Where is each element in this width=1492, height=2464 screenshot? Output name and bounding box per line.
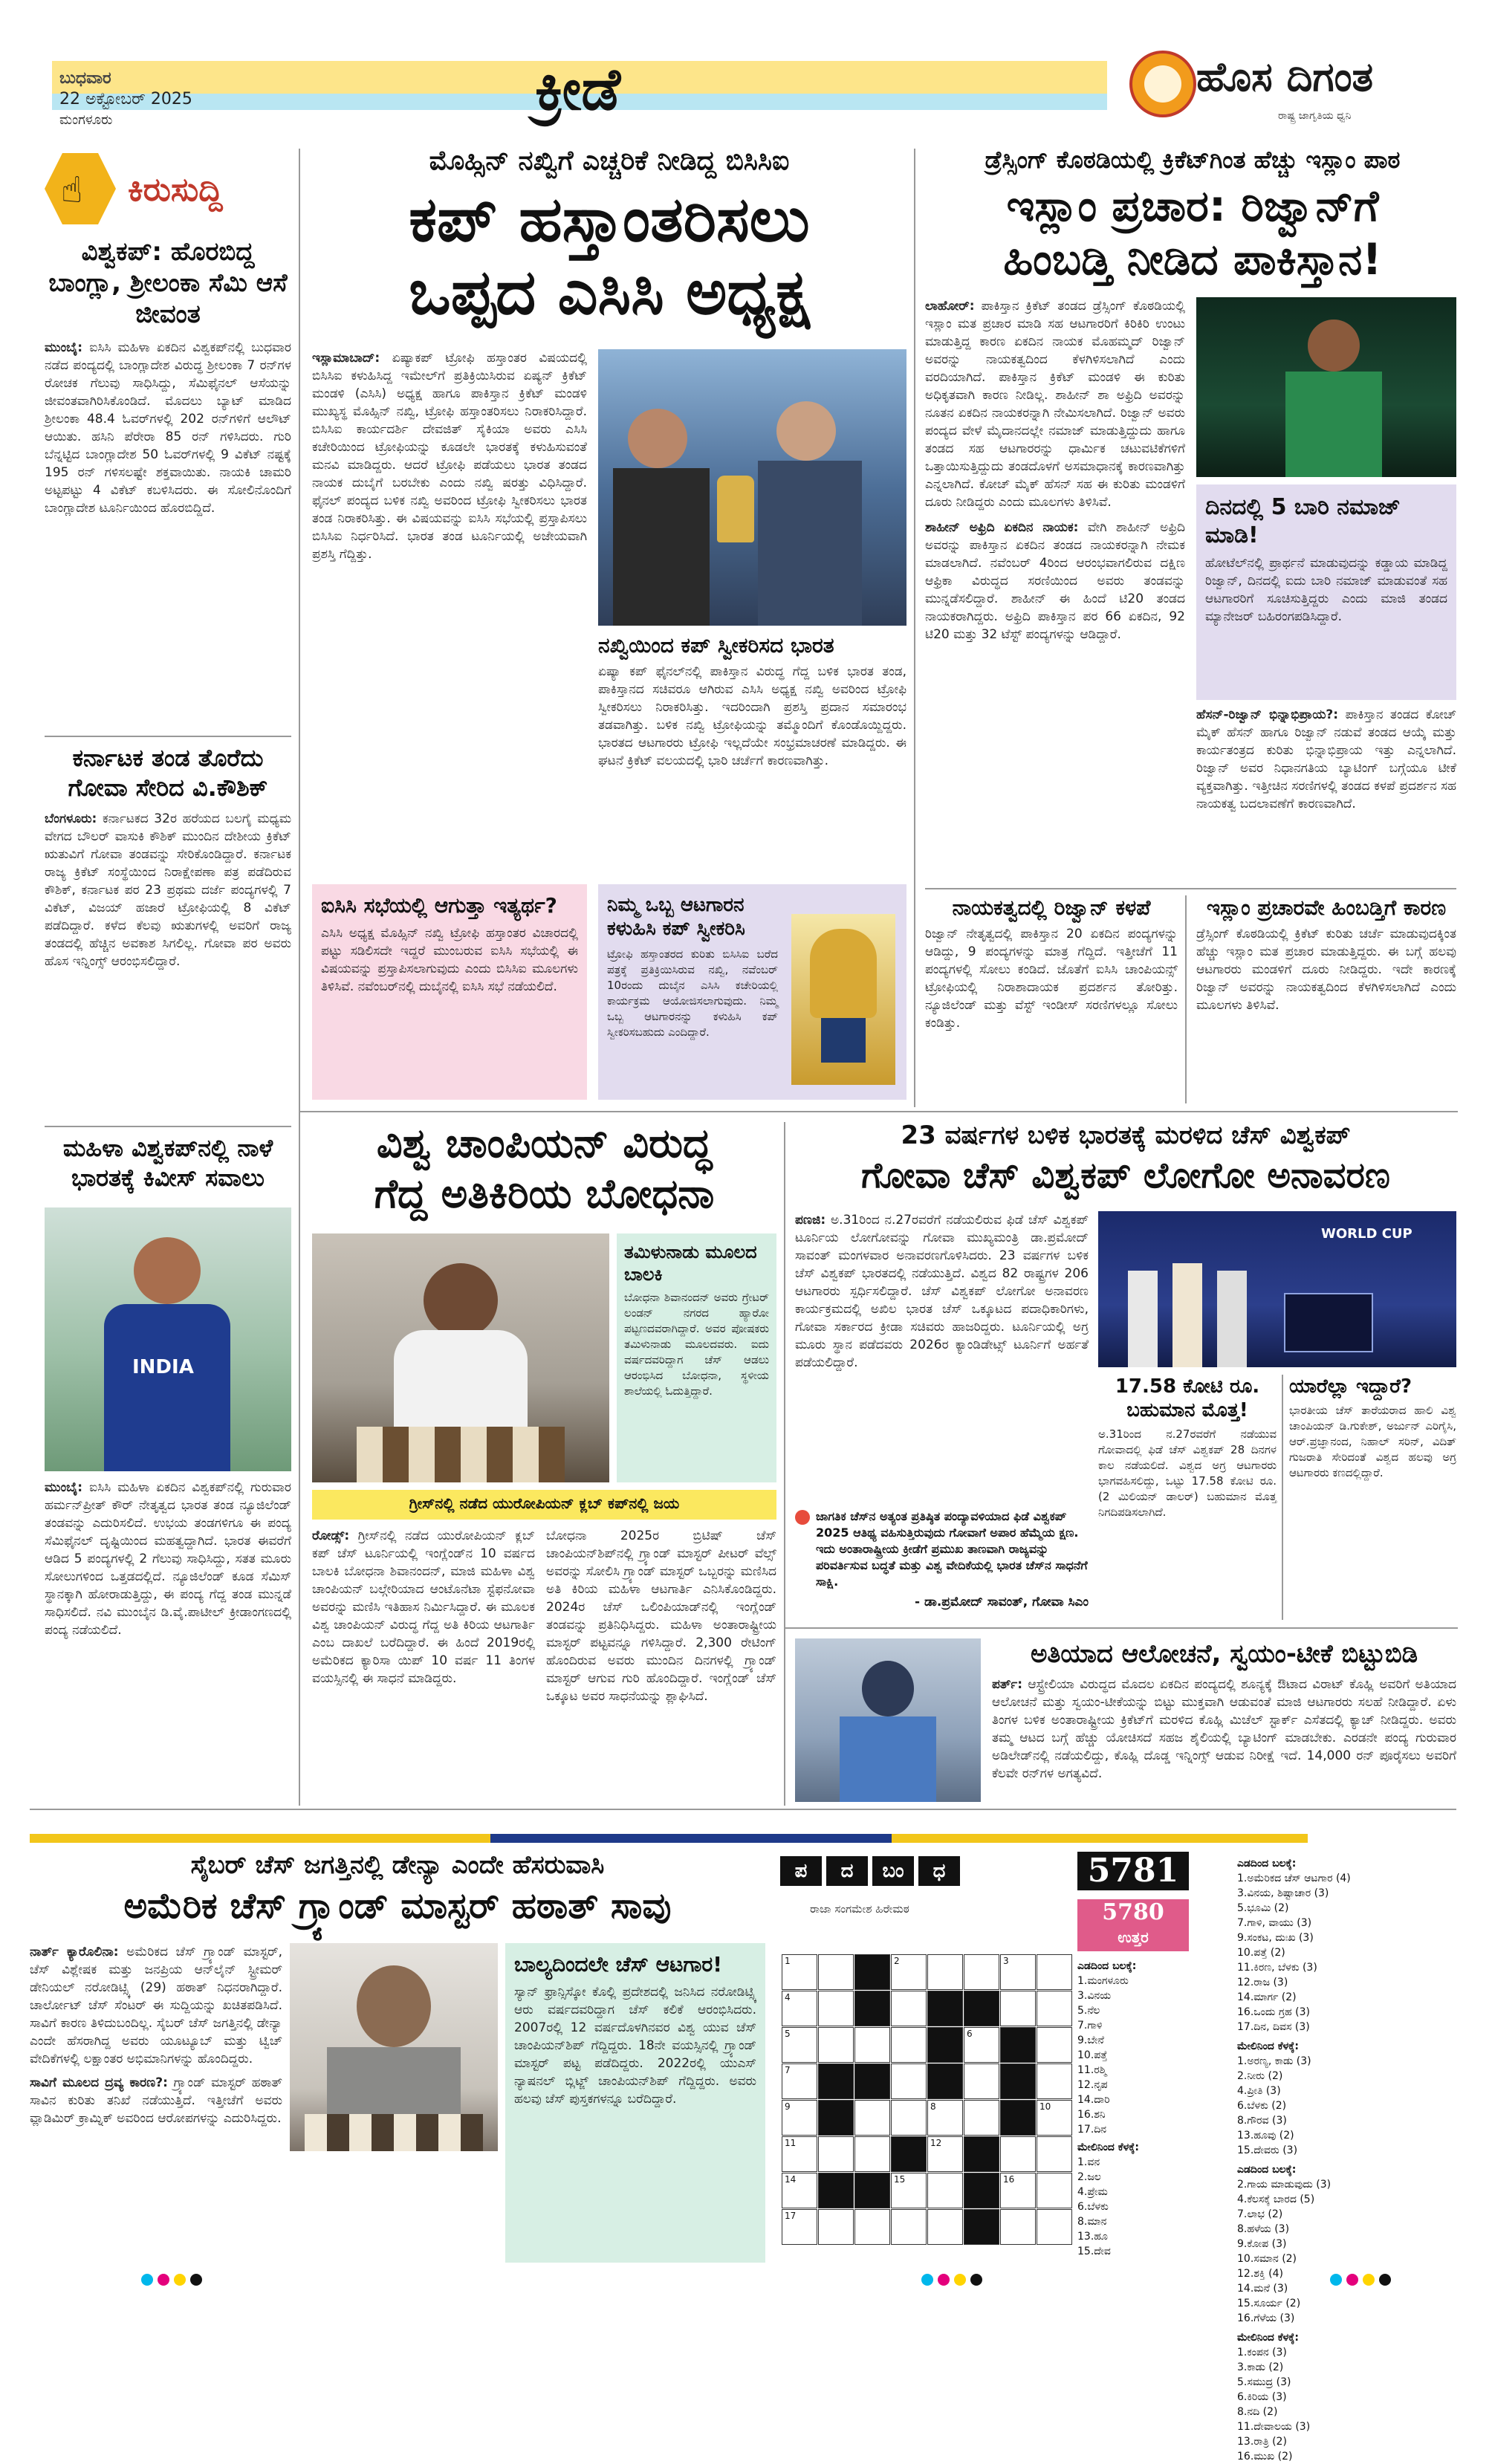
date-block: [59, 68, 192, 131]
cell-number: 6: [967, 2029, 973, 2039]
clue-item: 10.ಸಮಾನ (2): [1237, 2253, 1297, 2265]
crossword-solution-panel: [1077, 1959, 1233, 2259]
brief-2-title: ಕರ್ನಾಟಕ ತಂಡ ತೊರೆದು ಗೋವಾ ಸೇರಿದ ವಿ.ಕೌಶಿಕ್: [68, 744, 268, 802]
clue-item: 15.ಸೂರ್ಯ (2): [1237, 2298, 1301, 2309]
story-acc: [312, 146, 906, 328]
clue-item: 13.ಹೂವು (2): [1237, 2130, 1294, 2142]
date: 22 ಅಕ್ಟೋಬರ್ 2025: [59, 90, 192, 108]
crossword-cell[interactable]: [891, 2209, 927, 2245]
story-rizwan-body-block: [925, 297, 1185, 877]
cell-number: 11: [785, 2138, 797, 2148]
crossword-cell[interactable]: [927, 2209, 963, 2245]
crossword-cell: [927, 2027, 963, 2063]
prev-across-title: ಎಡದಿಂದ ಬಲಕ್ಕೆ:: [1237, 2164, 1297, 2176]
story-bodhana-col1: [312, 1527, 535, 1802]
crossword-cell[interactable]: [891, 2027, 927, 2063]
crossword-cell[interactable]: [891, 2100, 927, 2136]
story-rizwan-col1: [925, 895, 1178, 1074]
cell-number: 3: [1003, 1956, 1009, 1966]
paper-tagline: ರಾಷ್ಟ್ರ ಜಾಗೃತಿಯ ಧ್ವನಿ: [1278, 110, 1352, 122]
clue-item: 1.ಅಮೆರಿಕದ ಚೆಸ್ ಆಟಗಾರ (4): [1237, 1873, 1351, 1884]
box-prize-body: ಅ.31ರಿಂದ ನ.27ರವರೆಗೆ ನಡೆಯುವ ಗೋವಾದಲ್ಲಿ ಫಿಡೆ ಚೆಸ್ ವಿಶ್ವಕಪ್ 28 ದಿನಗಳ ಕಾಲ ನಡೆಯಲಿದೆ. ವಿಶ್ವದ ಅಗ್ರ ಆಟಗಾರರು ಭಾಗವಹಿಸಲಿದ್ದು, ಒಟ್ಟು 17.58 ಕೋಟಿ ರೂ. (2 ಮಿಲಿಯನ್ ಡಾಲರ್) ಬಹುಮಾನ ಮೊತ್ತ ನಿಗದಿಪಡಿಸಲಾಗಿದೆ.: [1098, 1427, 1277, 1519]
crossword-cell: [818, 2100, 854, 2136]
city: ಮಂಗಳೂರು: [59, 112, 113, 128]
crossword-cell[interactable]: [782, 1991, 817, 2026]
prev-crossword-number: 5780: [1102, 1899, 1164, 1925]
story-rizwan-headline-1: ಇಸ್ಲಾಂ ಪ್ರಚಾರ: ರಿಜ್ವಾನ್‌ಗೆ: [1006, 181, 1379, 231]
story-bodhana-col2: ಬೋಧನಾ 2025ರ ಬ್ರಿಟಿಷ್ ಚೆಸ್ ಚಾಂಪಿಯನ್‌ಶಿಪ್‌ನಲ್ಲಿ ಗ್ರ್ಯಾಂಡ್ ಮಾಸ್ಟರ್ ಪೀಟರ್ ವೆಲ್ಸ್ ಅವರನ್ನು ಸೋಲಿಸಿ ಗ್ರ್ಯಾಂಡ್ ಮಾಸ್ಟರ್ ಒಬ್ಬರನ್ನು ಮಣಿಸಿದ ಅತಿ ಕಿರಿಯ ಮಹಿಳಾ ಆಟಗಾರ್ತಿ ಎನಿಸಿಕೊಂಡಿದ್ದರು. 2024ರ ಚೆಸ್ ಒಲಿಂಪಿಯಾಡ್‌ನಲ್ಲಿ ಇಂಗ್ಲೆಂಡ್ ತಂಡವನ್ನು ಪ್ರತಿನಿಧಿಸಿದ್ದರು. ಮಹಿಳಾ ಅಂತಾರಾಷ್ಟ್ರೀಯ ಮಾಸ್ಟರ್ ಪಟ್ಟವನ್ನೂ ಗಳಿಸಿದ್ದಾರೆ. 2,300 ರೇಟಿಂಗ್ ಹೊಂದಿರುವ ಅವರು ಮುಂದಿನ ದಿನಗಳಲ್ಲಿ ಗ್ರ್ಯಾಂಡ್ ಮಾಸ್ಟರ್ ಆಗುವ ಗುರಿ ಹೊಂದಿದ್ದಾರೆ. ಇಂಗ್ಲೆಂಡ್ ಚೆಸ್ ಒಕ್ಕೂಟ ಅವರ ಸಾಧನೆಯನ್ನು ಶ್ಲಾಘಿಸಿದೆ.: [546, 1528, 776, 1704]
brief-3: [45, 1133, 291, 1193]
clue-item: 2.ನೀರು (2): [1237, 2070, 1283, 2082]
clue-item: 1.ಕಂಪನ (3): [1237, 2347, 1287, 2358]
clue-item: 9.ಕೋಪ (3): [1237, 2238, 1287, 2250]
clue-item: 9.ಬೇನೆ: [1077, 2035, 1104, 2046]
story-rizwan-dateline: ಲಾಹೋರ್:: [925, 299, 975, 314]
clue-item: 7.ಲಾಭ (2): [1237, 2208, 1283, 2220]
crossword-cell[interactable]: [1037, 2063, 1072, 2099]
brief-3-body-block: [45, 1479, 291, 1806]
clue-item: 1.ಮಂಗಳೂರು: [1077, 1975, 1129, 1987]
story-rizwan-coach-title: ಹೆಸನ್-ರಿಜ್ವಾನ್ ಭಿನ್ನಾಭಿಪ್ರಾಯ?:: [1196, 707, 1339, 722]
crossword-cell[interactable]: [1000, 2136, 1036, 2172]
box-send-player-title: ನಿಮ್ಮ ಒಬ್ಬ ಆಟಗಾರನ ಕಳುಹಿಸಿ ಕಪ್ ಸ್ವೀಕರಿಸಿ: [607, 894, 745, 940]
clue-item: 8.ನದಿ (2): [1237, 2406, 1278, 2418]
across-title: ಎಡದಿಂದ ಬಲಕ್ಕೆ:: [1237, 1858, 1297, 1870]
bodhana-photo: [312, 1233, 609, 1482]
brief-2-body: ಕರ್ನಾಟಕದ 32ರ ಹರೆಯದ ಬಲಗೈ ಮಧ್ಯಮ ವೇಗದ ಬೌಲರ್ ವಾಸುಕಿ ಕೌಶಿಕ್ ಮುಂದಿನ ದೇಶೀಯ ಕ್ರಿಕೆಟ್ ಋತುವಿಗೆ ಗೋವಾ ತಂಡವನ್ನು ಸೇರಿಕೊಂಡಿದ್ದಾರೆ. ಕರ್ನಾಟಕ ರಾಜ್ಯ ಕ್ರಿಕೆಟ್ ಸಂಸ್ಥೆಯಿಂದ ನಿರಾಕ್ಷೇಪಣಾ ಪತ್ರ ಪಡೆದಿರುವ ಕೌಶಿಕ್, ಕರ್ನಾಟಕ ಪರ 23 ಪ್ರಥಮ ದರ್ಜೆ ಪಂದ್ಯಗಳಲ್ಲಿ 7 ವಿಕೆಟ್, ವಿಜಯ್ ಹಜಾರೆ ಟ್ರೋಫಿಯಲ್ಲಿ 8 ವಿಕೆಟ್ ಪಡೆದಿದ್ದಾರೆ. ಕಳೆದ ಕೆಲವು ಋತುಗಳಲ್ಲಿ ಅವರಿಗೆ ರಾಜ್ಯ ತಂಡದಲ್ಲಿ ಹೆಚ್ಚಿನ ಅವಕಾಶ ಸಿಗಲಿಲ್ಲ. ಗೋವಾ ಪರ ಅವರು ಹೊಸ ಇನ್ನಿಂಗ್ಸ್ ಆರಂಭಿಸಲಿದ್ದಾರೆ.: [45, 811, 291, 969]
crossword-cell[interactable]: [1000, 1954, 1036, 1990]
story-acc-headline-2: ಒಪ್ಪದ ಎಸಿಸಿ ಅಧ್ಯಕ್ಷ: [409, 256, 810, 328]
across-list: [1237, 1871, 1456, 2035]
clue-item: 17.ದಿನ, ದಿವಸ (3): [1237, 2021, 1310, 2033]
cell-number: 4: [785, 1992, 791, 2003]
story-naroditsky-sub-title: ಸಾವಿಗೆ ಮೂಲದ ದ್ರವ್ಯ ಕಾರಣ?:: [30, 2075, 168, 2090]
story-acc-sub: [598, 633, 906, 886]
crossword-cell[interactable]: [891, 2173, 927, 2208]
story-naroditsky-kicker: ಸೈಬರ್ ಚೆಸ್ ಜಗತ್ತಿನಲ್ಲಿ ಡೇನ್ಯಾ ಎಂದೇ ಹೆಸರುವಾಸಿ: [190, 1850, 605, 1880]
story-rizwan-col2-body: ಡ್ರೆಸ್ಸಿಂಗ್ ಕೊಠಡಿಯಲ್ಲಿ ಕ್ರಿಕೆಟ್ ಕುರಿತು ಚರ್ಚೆ ಮಾಡುವುದಕ್ಕಿಂತ ಹೆಚ್ಚು ಇಸ್ಲಾಂ ಮತ ಪ್ರಚಾರ ಮಾಡುತ್ತಿದ್ದರು. ಈ ಬಗ್ಗೆ ಹಲವು ಆಟಗಾರರು ಮಂಡಳಿಗೆ ದೂರು ನೀಡಿದ್ದರು. ಇದೇ ಕಾರಣಕ್ಕೆ ರಿಜ್ವಾನ್ ಅವರನ್ನು ನಾಯಕತ್ವದಿಂದ ಕೆಳಗಿಳಿಸಲಾಗಿದೆ ಎಂದು ಮೂಲಗಳು ತಿಳಿಸಿವೆ.: [1196, 927, 1456, 1013]
box-players-body: ಭಾರತೀಯ ಚೆಸ್ ತಾರೆಯರಾದ ಹಾಲಿ ವಿಶ್ವ ಚಾಂಪಿಯನ್ ಡಿ.ಗುಕೇಶ್, ಅರ್ಜುನ್ ಎರಿಗೈಸಿ, ಆರ್.ಪ್ರಜ್ಞಾನಂದ, ನಿಹಾಲ್ ಸರಿನ್, ವಿದಿತ್ ಗುಜರಾತಿ ಸೇರಿದಂತೆ ವಿಶ್ವದ ಹಲವು ಅಗ್ರ ಆಟಗಾರರು ಕಣದಲ್ಲಿದ್ದಾರೆ.: [1289, 1404, 1456, 1479]
crossword-cell[interactable]: [1037, 2209, 1072, 2245]
crossword-cell[interactable]: [782, 2063, 817, 2099]
cell-number: 7: [785, 2065, 791, 2075]
prev-down-title: ಮೇಲಿನಿಂದ ಕೆಳಕ್ಕೆ:: [1237, 2332, 1299, 2344]
box-tamilnadu: [617, 1233, 776, 1482]
clue-item: 13.ಹೂ: [1077, 2231, 1108, 2243]
clue-item: 14.ಮಾರ್ಗ (2): [1237, 1991, 1297, 2003]
story-rizwan-sub-body: ವೇಗಿ ಶಾಹೀನ್ ಅಫ್ರಿದಿ ಅವರನ್ನು ಪಾಕಿಸ್ತಾನ ಏಕದಿನ ತಂಡದ ನಾಯಕರನ್ನಾಗಿ ನೇಮಕ ಮಾಡಲಾಗಿದೆ. ನವೆಂಬರ್ 4ರಿಂದ ಆರಂಭವಾಗಲಿರುವ ದಕ್ಷಿಣ ಆಫ್ರಿಕಾ ವಿರುದ್ಧದ ಸರಣಿಯಿಂದ ಅವರು ತಂಡವನ್ನು ಮುನ್ನಡೆಸಲಿದ್ದಾರೆ. ಶಾಹೀನ್ ಈ ಹಿಂದೆ ಟಿ20 ತಂಡದ ನಾಯಕರಾಗಿದ್ದರು. ಅಫ್ರಿದಿ ಪಾಕಿಸ್ತಾನ ಪರ 66 ಏಕದಿನ, 92 ಟಿ20 ಮತ್ತು 32 ಟೆಸ್ಟ್ ಪಂದ್ಯಗಳನ್ನು ಆಡಿದ್ದಾರೆ.: [925, 520, 1185, 642]
clue-item: 2.ಜಲ: [1077, 2171, 1101, 2183]
story-acc-sub-body: ಏಷ್ಯಾ ಕಪ್ ಫೈನಲ್‌ನಲ್ಲಿ ಪಾಕಿಸ್ತಾನ ವಿರುದ್ಧ ಗೆದ್ದ ಬಳಿಕ ಭಾರತ ತಂಡ, ಪಾಕಿಸ್ತಾನದ ಸಚಿವರೂ ಆಗಿರುವ ಎಸಿಸಿ ಅಧ್ಯಕ್ಷ ನಖ್ವಿ ಅವರಿಂದ ಟ್ರೋಫಿ ಸ್ವೀಕರಿಸಲು ನಿರಾಕರಿಸಿತ್ತು. ಇದರಿಂದಾಗಿ ಪ್ರಶಸ್ತಿ ಪ್ರದಾನ ಸಮಾರಂಭ ತಡವಾಗಿತ್ತು. ಬಳಿಕ ನಖ್ವಿ ಟ್ರೋಫಿಯನ್ನು ತಮ್ಮೊಂದಿಗೆ ಕೊಂಡೊಯ್ದಿದ್ದರು. ಭಾರತದ ಆಟಗಾರರು ಟ್ರೋಫಿ ಇಲ್ಲದೆಯೇ ಸಂಭ್ರಮಾಚರಣೆ ಮಾಡಿದ್ದರು. ಈ ಘಟನೆ ಕ್ರಿಕೆಟ್ ವಲಯದಲ್ಲಿ ಭಾರಿ ಚರ್ಚೆಗೆ ಕಾರಣವಾಗಿತ್ತು.: [598, 664, 906, 768]
story-rizwan-col2: [1196, 895, 1456, 1074]
story-naroditsky-sub-body: ಗ್ರ್ಯಾಂಡ್ ಮಾಸ್ಟರ್ ಹಠಾತ್ ಸಾವಿನ ಕುರಿತು ತನಿಖೆ ನಡೆಯುತ್ತಿದೆ. ಇತ್ತೀಚೆಗೆ ಅವರು ವ್ಲಾಡಿಮಿರ್ ಕ್ರಾಮ್ನಿಕ್ ಅವರಿಂದ ಆರೋಪಗಳನ್ನು ಎದುರಿಸಿದ್ದರು.: [30, 2075, 283, 2126]
cell-number: 17: [785, 2211, 797, 2221]
story-naroditsky-extra: [290, 2159, 498, 2263]
crossword-cell[interactable]: [1000, 2209, 1036, 2245]
crossword-cell[interactable]: [1000, 2173, 1036, 2208]
story-rizwan-coach-body: ಪಾಕಿಸ್ತಾನ ತಂಡದ ಕೋಚ್ ಮೈಕ್ ಹೆಸನ್ ಹಾಗೂ ರಿಜ್ವಾನ್ ನಡುವೆ ತಂಡದ ಆಯ್ಕೆ ಮತ್ತು ಕಾರ್ಯತಂತ್ರದ ಕುರಿತು ಭಿನ್ನಾಭಿಪ್ರಾಯ ಇತ್ತು ಎನ್ನಲಾಗಿದೆ. ರಿಜ್ವಾನ್ ಅವರ ನಿಧಾನಗತಿಯ ಬ್ಯಾಟಿಂಗ್ ಬಗ್ಗೆಯೂ ಟೀಕೆ ವ್ಯಕ್ತವಾಗಿತ್ತು. ಇತ್ತೀಚಿನ ಸರಣಿಗಳಲ್ಲಿ ತಂಡದ ಕಳಪೆ ಪ್ರದರ್ಶನ ಸಹ ನಾಯಕತ್ವ ಬದಲಾವಣೆಗೆ ಕಾರಣವಾಗಿದೆ.: [1196, 707, 1457, 811]
clue-item: 10.ಪತ್ತೆ (2): [1237, 1947, 1285, 1959]
clue-item: 11.ರಶ್ಮಿ: [1077, 2064, 1107, 2076]
crossword-cell[interactable]: [782, 2209, 817, 2245]
down-list: [1237, 2054, 1456, 2158]
crossword-cell[interactable]: [854, 2027, 890, 2063]
box-tamilnadu-title: ತಮಿಳುನಾಡು ಮೂಲದ ಬಾಲಕಿ: [624, 1242, 757, 1285]
kirusuddi-label: ಕಿರುಸುದ್ದಿ: [128, 171, 223, 209]
crossword-cell[interactable]: [854, 2136, 890, 2172]
clue-item: 8.ಹಳೆಯ (3): [1237, 2223, 1290, 2235]
story-goa-dateline: ಪಣಜಿ:: [795, 1213, 826, 1228]
naroditsky-photo: [290, 1943, 498, 2151]
brief-1-dateline: ಮುಂಬೈ:: [45, 340, 83, 355]
story-goa-body-block: [795, 1211, 1089, 1419]
brief-2-dateline: ಬೆಂಗಳೂರು:: [45, 811, 97, 826]
solution-across-list: [1077, 1974, 1233, 2137]
story-rizwan-col1-title: ನಾಯಕತ್ವದಲ್ಲಿ ರಿಜ್ವಾನ್ ಕಳಪೆ: [952, 895, 1151, 920]
crossword-cell[interactable]: [818, 2136, 854, 2172]
clue-item: 16.ಮುಖ (2): [1237, 2451, 1293, 2463]
quote-icon: [795, 1510, 810, 1525]
crossword-cell[interactable]: [927, 1954, 963, 1990]
story-bodhana-headline-2: ಗೆದ್ದ ಅತಿಕಿರಿಯ ಬೋಧನಾ: [374, 1170, 715, 1217]
paper-logo: [1092, 48, 1427, 129]
cell-number: 2: [894, 1956, 900, 1966]
cell-number: 10: [1039, 2101, 1051, 2112]
brief-1-title: ವಿಶ್ವಕಪ್: ಹೊರಬಿದ್ದ ಬಾಂಗ್ಲಾ, ಶ್ರೀಲಂಕಾ ಸೆಮಿ ಆಸೆ ಜೀವಂತ: [48, 237, 288, 329]
cm-quote-author: - ಡಾ.ಪ್ರಮೋದ್ ಸಾವಂತ್, ಗೋವಾ ಸಿಎಂ: [915, 1595, 1089, 1609]
clue-item: 3.ಕಾಡು (2): [1237, 2361, 1284, 2373]
brief-2: [45, 743, 291, 1122]
crossword-cell[interactable]: [964, 2063, 999, 2099]
box-icc-meeting: [312, 884, 587, 1100]
crossword-cell[interactable]: [1037, 2136, 1072, 2172]
crossword-cell[interactable]: [1037, 2027, 1072, 2063]
clue-item: 7.ಗಾಳಿ, ವಾಯು (3): [1237, 1917, 1312, 1929]
clue-item: 7.ಗಾಳಿ: [1077, 2020, 1103, 2032]
clue-item: 2.ಗಾಯ ಮಾಡುವುದು (3): [1237, 2179, 1332, 2191]
crossword-cell[interactable]: [782, 1954, 817, 1990]
crossword-cell: [1000, 2063, 1036, 2099]
box-icc-title: ಐಸಿಸಿ ಸಭೆಯಲ್ಲಿ ಆಗುತ್ತಾ ಇತ್ಯರ್ಥ?: [321, 893, 557, 918]
crossword-cell: [927, 1991, 963, 2026]
cell-number: 16: [1003, 2174, 1015, 2185]
crossword-clues: [1237, 1856, 1456, 2464]
crossword-cell[interactable]: [818, 2209, 854, 2245]
clue-item: 4.ಕೆಲಸಕ್ಕೆ ಬಾರದ (5): [1237, 2194, 1315, 2205]
crossword-cell: [818, 2063, 854, 2099]
banner-club-cup: ಗ್ರೀಸ್‌ನಲ್ಲಿ ನಡೆದ ಯುರೋಪಿಯನ್ ಕ್ಲಬ್ ಕಪ್‌ನಲ್ಲಿ ಜಯ: [312, 1490, 776, 1520]
cell-number: 14: [785, 2174, 797, 2185]
registration-marks: [921, 2274, 987, 2289]
story-acc-body-block: [312, 349, 587, 869]
box-namaz-title: ದಿನದಲ್ಲಿ 5 ಬಾರಿ ನಮಾಜ್ ಮಾಡಿ!: [1205, 494, 1401, 548]
story-naroditsky: [30, 1850, 765, 1929]
clue-item: 17.ದಿನ: [1077, 2124, 1107, 2136]
box-send-player: [598, 884, 906, 1100]
crossword-title-boxes: ಪ ದ ಬಂ ಧ: [780, 1856, 1070, 1886]
clue-item: 16.ಗೆಳೆಯ (3): [1237, 2312, 1295, 2324]
crossword-cell[interactable]: [927, 2100, 963, 2136]
crossword-compiler: ರಾಜಾ ಸಂಗಮೇಶ ಹಿರೇಮಠ: [810, 1902, 909, 1916]
box-tamilnadu-body: ಬೋಧನಾ ಶಿವಾನಂದನ್ ಅವರು ಗ್ರೇಟರ್ ಲಂಡನ್ ನಗರದ ಹ್ಯಾರೋ ಪಟ್ಟಣದವರಾಗಿದ್ದಾರೆ. ಅವರ ಪೋಷಕರು ತಮಿಳುನಾಡು ಮೂಲದವರು. ಐದು ವರ್ಷದವರಿದ್ದಾಗ ಚೆಸ್ ಆಡಲು ಆರಂಭಿಸಿದ ಬೋಧನಾ, ಸ್ಥಳೀಯ ಶಾಲೆಯಲ್ಲಿ ಓದುತ್ತಿದ್ದಾರೆ.: [624, 1291, 769, 1398]
crossword-cell[interactable]: [782, 2027, 817, 2063]
clue-item: 6.ಬೆಳಕು: [1077, 2201, 1109, 2213]
box-send-player-body: ಟ್ರೋಫಿ ಹಸ್ತಾಂತರದ ಕುರಿತು ಬಿಸಿಸಿಐ ಬರೆದ ಪತ್ರಕ್ಕೆ ಪ್ರತಿಕ್ರಿಯಿಸಿರುವ ನಖ್ವಿ, ನವೆಂಬರ್ 10ರಂದು ದುಬೈನ ಎಸಿಸಿ ಕಚೇರಿಯಲ್ಲಿ ಕಾರ್ಯಕ್ರಮ ಆಯೋಜಿಸಲಾಗುವುದು. ನಿಮ್ಮ ಒಬ್ಬ ಆಟಗಾರನನ್ನು ಕಳುಹಿಸಿ ಕಪ್ ಸ್ವೀಕರಿಸಬಹುದು ಎಂದಿದ್ದಾರೆ.: [607, 947, 778, 1039]
crossword-cell[interactable]: [854, 2100, 890, 2136]
solution-across-title: ಎಡದಿಂದ ಬಲಕ್ಕೆ:: [1077, 1960, 1137, 1972]
story-bodhana: [312, 1118, 776, 1219]
crossword-cell: [854, 2063, 890, 2099]
section-title: ಕ್ರೀಡೆ: [535, 56, 621, 123]
story-acc-body: ಏಷ್ಯಾಕಪ್ ಟ್ರೋಫಿ ಹಸ್ತಾಂತರ ವಿಷಯದಲ್ಲಿ ಬಿಸಿಸಿಐ ಕಳುಹಿಸಿದ್ದ ಇಮೇಲ್‌ಗೆ ಪ್ರತಿಕ್ರಿಯಿಸಿರುವ ಏಷ್ಯನ್ ಕ್ರಿಕೆಟ್ ಮಂಡಳಿ (ಎಸಿಸಿ) ಅಧ್ಯಕ್ಷ ಹಾಗೂ ಪಾಕಿಸ್ತಾನ ಕ್ರಿಕೆಟ್ ಮಂಡಳಿ ಮುಖ್ಯಸ್ಥ ಮೊಹ್ಸಿನ್ ನಖ್ವಿ, ಟ್ರೋಫಿ ಹಸ್ತಾಂತರಿಸಲು ನಿರಾಕರಿಸಿದ್ದಾರೆ. ಬಿಸಿಸಿಐ ಕಾರ್ಯದರ್ಶಿ ದೇವಜಿತ್ ಸೈಕಿಯಾ ಅವರು ಎಸಿಸಿ ಕಚೇರಿಯಿಂದ ಟ್ರೋಫಿಯನ್ನು ಕೂಡಲೇ ಭಾರತಕ್ಕೆ ಕಳುಹಿಸುವಂತೆ ಮನವಿ ಮಾಡಿದ್ದರು. ಆದರೆ ಟ್ರೋಫಿ ಪಡೆಯಲು ಭಾರತ ತಂಡದ ನಾಯಕ ದುಬೈಗೆ ಬರಬೇಕು ಎಂದು ನಖ್ವಿ ಷರತ್ತು ವಿಧಿಸಿದ್ದಾರೆ. ಫೈನಲ್ ಪಂದ್ಯದ ಬಳಿಕ ನಖ್ವಿ ಅವರಿಂದ ಟ್ರೋಫಿ ಸ್ವೀಕರಿಸಲು ಭಾರತ ತಂಡ ನಿರಾಕರಿಸಿತ್ತು. ಈ ವಿಷಯವನ್ನು ಐಸಿಸಿ ಸಭೆಯಲ್ಲಿ ಪ್ರಸ್ತಾಪಿಸಲು ಬಿಸಿಸಿಐ ನಿರ್ಧರಿಸಿದೆ. ಭಾರತ ತಂಡ ಟೂರ್ನಿಯಲ್ಲಿ ಅಜೇಯವಾಗಿ ಪ್ರಶಸ್ತಿ ಗೆದ್ದಿತ್ತು.: [312, 351, 587, 562]
story-naroditsky-dateline: ನಾರ್ತ್ ಕ್ಯಾರೊಲಿನಾ:: [30, 1945, 119, 1959]
crossword-cell: [854, 1991, 890, 2026]
box-namaz-body: ಹೋಟೆಲ್‌ನಲ್ಲಿ ಪ್ರಾರ್ಥನೆ ಮಾಡುವುದನ್ನು ಕಡ್ಡಾಯ ಮಾಡಿದ್ದ ರಿಜ್ವಾನ್, ದಿನದಲ್ಲಿ ಐದು ಬಾರಿ ನಮಾಜ್ ಮಾಡುವಂತೆ ಸಹ ಆಟಗಾರರಿಗೆ ಸೂಚಿಸುತ್ತಿದ್ದರು ಎಂದು ಮಾಜಿ ತಂಡದ ಮ್ಯಾನೇಜರ್ ಬಹಿರಂಗಪಡಿಸಿದ್ದಾರೆ.: [1205, 556, 1447, 624]
crossword-cell[interactable]: [927, 2136, 963, 2172]
clue-item: 9.ಸಂಕಟ, ದುಃಖ (3): [1237, 1932, 1314, 1944]
crossword-grid[interactable]: [782, 1954, 1073, 2246]
clue-item: 10.ಪತ್ತೆ: [1077, 2049, 1108, 2061]
clue-item: 5.ನೆಲ: [1077, 2005, 1100, 2017]
chessboard-icon: [357, 1427, 565, 1482]
story-rizwan-headline-2: ಹಿಂಬಡ್ತಿ ನೀಡಿದ ಪಾಕಿಸ್ತಾನ!: [1003, 234, 1382, 285]
crossword-cell: [964, 2173, 999, 2208]
harmanpreet-photo: INDIA: [45, 1207, 291, 1471]
clue-item: 3.ವಿನಯ: [1077, 1990, 1112, 2002]
clue-item: 8.ಮಾನ: [1077, 2216, 1107, 2228]
asia-cup-trophy-photo: [791, 914, 895, 1085]
clue-item: 6.ಬೆಳಕು (2): [1237, 2100, 1287, 2112]
story-bodhana-headline-1: ವಿಶ್ವ ಚಾಂಪಿಯನ್ ವಿರುದ್ಧ: [376, 1120, 713, 1167]
crossword-cell: [1000, 2100, 1036, 2136]
box-childhood: [505, 1943, 765, 2263]
box-childhood-title: ಬಾಲ್ಯದಿಂದಲೇ ಚೆಸ್ ಆಟಗಾರ!: [514, 1952, 722, 1977]
clue-item: 12.ನೃಪ: [1077, 2079, 1108, 2091]
story-rizwan-kicker: ಡ್ರೆಸ್ಸಿಂಗ್ ಕೊಠಡಿಯಲ್ಲಿ ಕ್ರಿಕೆಟ್‌ಗಿಂತ ಹೆಚ್ಚು ಇಸ್ಲಾಂ ಪಾಠ: [985, 146, 1401, 174]
clue-item: 13.ರಾತ್ರಿ (2): [1237, 2436, 1287, 2448]
brief-3-dateline: ಮುಂಬೈ:: [45, 1480, 83, 1495]
crossword-cell: [964, 1991, 999, 2026]
box-namaz: [1196, 484, 1456, 700]
day: ಬುಧವಾರ: [59, 69, 111, 88]
crossword-cell[interactable]: [782, 2100, 817, 2136]
clue-item: 6.ಕಿರಿಯ (3): [1237, 2391, 1287, 2403]
crossword-cell[interactable]: [818, 1991, 854, 2026]
story-rizwan-col2-title: ಇಸ್ಲಾಂ ಪ್ರಚಾರವೇ ಹಿಂಬಡ್ತಿಗೆ ಕಾರಣ: [1206, 895, 1447, 920]
box-players: [1289, 1375, 1456, 1611]
crossword-cell[interactable]: [1037, 1954, 1072, 1990]
crossword-cell[interactable]: [818, 2027, 854, 2063]
story-bodhana-body-1: ಗ್ರೀಸ್‌ನಲ್ಲಿ ನಡೆದ ಯುರೋಪಿಯನ್ ಕ್ಲಬ್ ಕಪ್ ಚೆಸ್ ಟೂರ್ನಿಯಲ್ಲಿ ಇಂಗ್ಲೆಂಡ್‌ನ 10 ವರ್ಷದ ಬಾಲಕಿ ಬೋಧನಾ ಶಿವಾನಂದನ್, ಮಾಜಿ ಮಹಿಳಾ ವಿಶ್ವ ಚಾಂಪಿಯನ್ ಬಲ್ಗೇರಿಯಾದ ಆಂಟೊನೆಟಾ ಸ್ಟೆಫನೋವಾ ಅವರನ್ನು ಮಣಿಸಿ ಇತಿಹಾಸ ನಿರ್ಮಿಸಿದ್ದಾರೆ. ಈ ಮೂಲಕ ವಿಶ್ವ ಚಾಂಪಿಯನ್ ವಿರುದ್ಧ ಗೆದ್ದ ಅತಿ ಕಿರಿಯ ಆಟಗಾರ್ತಿ ಎಂಬ ದಾಖಲೆ ಬರೆದಿದ್ದಾರೆ. ಈ ಹಿಂದೆ 2019ರಲ್ಲಿ ಅಮೆರಿಕದ ಕ್ಯಾರಿಸಾ ಯಿಪ್ 10 ವರ್ಷ 11 ತಿಂಗಳ ವಯಸ್ಸಿನಲ್ಲಿ ಈ ಸಾಧನೆ ಮಾಡಿದ್ದರು.: [312, 1528, 535, 1686]
crossword-cell[interactable]: [927, 2173, 963, 2208]
clue-item: 16.ಶನಿ: [1077, 2109, 1106, 2121]
clue-item: 4.ಪ್ರೀತಿ (3): [1237, 2085, 1281, 2097]
crossword-cell[interactable]: [1037, 1991, 1072, 2026]
story-rizwan-col1-body: ರಿಜ್ವಾನ್ ನೇತೃತ್ವದಲ್ಲಿ ಪಾಕಿಸ್ತಾನ 20 ಏಕದಿನ ಪಂದ್ಯಗಳನ್ನು ಆಡಿದ್ದು, 9 ಪಂದ್ಯಗಳನ್ನು ಮಾತ್ರ ಗೆದ್ದಿದೆ. ಇತ್ತೀಚೆಗೆ 11 ಪಂದ್ಯಗಳಲ್ಲಿ ಸೋಲು ಕಂಡಿದೆ. ಜೊತೆಗೆ ಐಸಿಸಿ ಚಾಂಪಿಯನ್ಸ್ ಟ್ರೋಫಿಯಲ್ಲಿ ನಿರಾಶಾದಾಯಕ ಪ್ರದರ್ಶನ ತೋರಿತ್ತು. ನ್ಯೂಜಿಲೆಂಡ್ ಮತ್ತು ವೆಸ್ಟ್ ಇಂಡೀಸ್ ಸರಣಿಗಳಲ್ಲೂ ಸೋಲು ಕಂಡಿತ್ತು.: [925, 927, 1178, 1031]
story-naroditsky-body: ಅಮೆರಿಕದ ಚೆಸ್ ಗ್ರ್ಯಾಂಡ್ ಮಾಸ್ಟರ್, ಚೆಸ್ ವಿಶ್ಲೇಷಕ ಮತ್ತು ಜನಪ್ರಿಯ ಆನ್‌ಲೈನ್ ಸ್ಟ್ರೀಮರ್ ಡೇನಿಯಲ್ ನರೋಡಿಟ್ಸ್ಕಿ (29) ಹಠಾತ್ ನಿಧನರಾಗಿದ್ದಾರೆ. ಚಾರ್ಲೋಟ್ ಚೆಸ್ ಸೆಂಟರ್ ಈ ಸುದ್ದಿಯನ್ನು ಖಚಿತಪಡಿಸಿದೆ. ಸಾವಿಗೆ ಕಾರಣ ತಿಳಿದುಬಂದಿಲ್ಲ. ಸೈಬರ್ ಚೆಸ್ ಜಗತ್ತಿನಲ್ಲಿ ಡೇನ್ಯಾ ಎಂದೇ ಹೆಸರಾಗಿದ್ದ ಅವರು ಯೂಟ್ಯೂಬ್ ಮತ್ತು ಟ್ವಿಚ್ ವೇದಿಕೆಗಳಲ್ಲಿ ಲಕ್ಷಾಂತರ ಅಭಿಮಾನಿಗಳನ್ನು ಹೊಂದಿದ್ದರು.: [30, 1945, 283, 2066]
paper-name: ಹೊಸ ದಿಗಂತ: [1196, 54, 1374, 100]
clue-item: 15.ದೇವ: [1077, 2246, 1111, 2257]
box-childhood-body: ಸ್ಯಾನ್ ಫ್ರಾನ್ಸಿಸ್ಕೋ ಕೊಲ್ಲಿ ಪ್ರದೇಶದಲ್ಲಿ ಜನಿಸಿದ ನರೋಡಿಟ್ಸ್ಕಿ ಆರು ವರ್ಷದವರಿದ್ದಾಗ ಚೆಸ್ ಕಲಿಕೆ ಆರಂಭಿಸಿದರು. 2007ರಲ್ಲಿ 12 ವರ್ಷದೊಳಗಿನವರ ವಿಶ್ವ ಯುವ ಚೆಸ್ ಚಾಂಪಿಯನ್‌ಶಿಪ್ ಗೆದ್ದಿದ್ದರು. 18ನೇ ವಯಸ್ಸಿನಲ್ಲಿ ಗ್ರ್ಯಾಂಡ್ ಮಾಸ್ಟರ್ ಪಟ್ಟ ಪಡೆದಿದ್ದರು. 2022ರಲ್ಲಿ ಯುಎಸ್ ನ್ಯಾಷನಲ್ ಬ್ಲಿಟ್ಜ್ ಚಾಂಪಿಯನ್‌ಶಿಪ್ ಗೆದ್ದಿದ್ದರು. ಅವರು ಹಲವು ಚೆಸ್ ಪುಸ್ತಕಗಳನ್ನೂ ಬರೆದಿದ್ದಾರೆ.: [514, 1985, 756, 2107]
story-acc-dateline: ಇಸ್ಲಾಮಾಬಾದ್:: [312, 351, 380, 366]
clue-item: 5.ಭೂಮಿ (2): [1237, 1902, 1289, 1914]
story-rizwan: [925, 146, 1460, 286]
crossword-cell: [1000, 2027, 1036, 2063]
clue-item: 5.ಸಮುದ್ರ (3): [1237, 2376, 1291, 2388]
solution-down-list: [1077, 2155, 1233, 2259]
crossword-number: 5781: [1077, 1852, 1189, 1890]
story-kohli-dateline: ಪರ್ತ್:: [992, 1677, 1023, 1692]
story-rizwan-sub-title: ಶಾಹೀನ್ ಅಫ್ರಿದಿ ಏಕದಿನ ನಾಯಕ:: [925, 520, 1079, 535]
story-goa-body: ಅ.31ರಿಂದ ನ.27ರವರೆಗೆ ನಡೆಯಲಿರುವ ಫಿಡೆ ಚೆಸ್ ವಿಶ್ವಕಪ್ ಟೂರ್ನಿಯ ಲೋಗೋವನ್ನು ಗೋವಾ ಮುಖ್ಯಮಂತ್ರಿ ಡಾ.ಪ್ರಮೋದ್ ಸಾವಂತ್ ಮಂಗಳವಾರ ಅನಾವರಣಗೊಳಿಸಿದರು. 23 ವರ್ಷಗಳ ಬಳಿಕ ಚೆಸ್ ವಿಶ್ವಕಪ್ ಭಾರತದಲ್ಲಿ ನಡೆಯುತ್ತಿದೆ. ವಿಶ್ವದ 82 ರಾಷ್ಟ್ರಗಳ 206 ಆಟಗಾರರು ಸ್ಪರ್ಧಿಸಲಿದ್ದಾರೆ. ಚೆಸ್ ವಿಶ್ವಕಪ್ ಲೋಗೋ ಅನಾವರಣ ಕಾರ್ಯಕ್ರಮದಲ್ಲಿ ಅಖಿಲ ಭಾರತ ಚೆಸ್ ಒಕ್ಕೂಟದ ಪದಾಧಿಕಾರಿಗಳು, ಗೋವಾ ಸರ್ಕಾರದ ಕ್ರೀಡಾ ಸಚಿವರು ಹಾಜರಿದ್ದರು. ಟೂರ್ನಿಯಲ್ಲಿ ಅಗ್ರ ಮೂರು ಸ್ಥಾನ ಪಡೆದವರು 2026ರ ಕ್ಯಾಂಡಿಡೇಟ್ಸ್ ಟೂರ್ನಿಗೆ ಅರ್ಹತೆ ಪಡೆಯಲಿದ್ದಾರೆ.: [795, 1213, 1089, 1370]
brief-1: [45, 236, 291, 725]
clue-item: 15.ದೇವರು (3): [1237, 2144, 1298, 2156]
story-bodhana-dateline: ರೋಡ್ಸ್:: [312, 1528, 350, 1543]
crossword-cell[interactable]: [1037, 2100, 1072, 2136]
cell-number: 9: [785, 2101, 791, 2112]
prev-across-list: [1237, 2177, 1456, 2326]
cell-number: 12: [930, 2138, 942, 2148]
crossword-cell[interactable]: [1000, 1991, 1036, 2026]
crossword-cell[interactable]: [891, 1954, 927, 1990]
story-goa-kicker: 23 ವರ್ಷಗಳ ಬಳಿಕ ಭಾರತಕ್ಕೆ ಮರಳಿದ ಚೆಸ್ ವಿಶ್ವಕಪ್: [901, 1121, 1351, 1150]
crossword-cell[interactable]: [964, 2100, 999, 2136]
story-kohli-headline: ಅತಿಯಾದ ಆಲೋಚನೆ, ಸ್ವಯಂ-ಟೀಕೆ ಬಿಟ್ಟುಬಿಡಿ: [1031, 1639, 1418, 1669]
clue-item: 3.ವಿನಯ, ಶಿಷ್ಟಾಚಾರ (3): [1237, 1887, 1329, 1899]
cm-quote-text: ಜಾಗತಿಕ ಚೆಸ್‌ನ ಅತ್ಯಂತ ಪ್ರತಿಷ್ಠಿತ ಪಂದ್ಯಾವಳಿಯಾದ ಫಿಡೆ ವಿಶ್ವಕಪ್ 2025 ಆತಿಥ್ಯ ವಹಿಸುತ್ತಿರುವುದು ಗೋವಾಗೆ ಅಪಾರ ಹೆಮ್ಮೆಯ ಕ್ಷಣ. ಇದು ಅಂತಾರಾಷ್ಟ್ರೀಯ ಕ್ರೀಡೆಗೆ ಪ್ರಮುಖ ತಾಣವಾಗಿ ರಾಜ್ಯವನ್ನು ಪರಿವರ್ತಿಸುವ ಬದ್ಧತೆ ಮತ್ತು ವಿಶ್ವ ವೇದಿಕೆಯಲ್ಲಿ ಭಾರತ ಚೆಸ್‌ನ ಸಾಧನೆಗೆ ಸಾಕ್ಷಿ.: [816, 1509, 1088, 1589]
rizwan-photo: [1196, 297, 1456, 477]
cell-number: 15: [894, 2174, 906, 2185]
cm-quote: [795, 1508, 1089, 1620]
story-acc-headline-1: ಕಪ್ ಹಸ್ತಾಂತರಿಸಲು: [409, 183, 810, 256]
story-rizwan-body: ಪಾಕಿಸ್ತಾನ ಕ್ರಿಕೆಟ್ ತಂಡದ ಡ್ರೆಸ್ಸಿಂಗ್ ಕೊಠಡಿಯಲ್ಲಿ ಇಸ್ಲಾಂ ಮತ ಪ್ರಚಾರ ಮಾಡಿ ಸಹ ಆಟಗಾರರಿಗೆ ಕಿರಿಕಿರಿ ಉಂಟು ಮಾಡುತ್ತಿದ್ದ ಕಾರಣ ಏಕದಿನ ನಾಯಕ ಮೊಹಮ್ಮದ್ ರಿಜ್ವಾನ್ ಅವರನ್ನು ನಾಯಕತ್ವದಿಂದ ಕೆಳಗಿಳಿಸಲಾಗಿದೆ ಎಂದು ವರದಿಯಾಗಿದೆ. ಪಾಕಿಸ್ತಾನ ಕ್ರಿಕೆಟ್ ಮಂಡಳಿ ಈ ಕುರಿತು ಅಧಿಕೃತವಾಗಿ ಕಾರಣ ನೀಡಿಲ್ಲ. ಶಾಹೀನ್ ಶಾ ಅಫ್ರಿದಿ ಅವರನ್ನು ನೂತನ ಏಕದಿನ ನಾಯಕರನ್ನಾಗಿ ನೇಮಿಸಲಾಗಿದೆ. ರಿಜ್ವಾನ್ ಅವರು ಪಂದ್ಯದ ವೇಳೆ ಮೈದಾನದಲ್ಲೇ ನಮಾಜ್ ಮಾಡುತ್ತಿದ್ದುದು ಹಾಗೂ ತಂಡದ ಸಹ ಆಟಗಾರರನ್ನು ಧಾರ್ಮಿಕ ಚಟುವಟಿಕೆಗಳಿಗೆ ಒತ್ತಾಯಿಸುತ್ತಿದ್ದುದು ತಂಡದೊಳಗೆ ಅಸಮಾಧಾನಕ್ಕೆ ಕಾರಣವಾಗಿತ್ತು ಎನ್ನಲಾಗಿದೆ. ಕೋಚ್ ಮೈಕ್ ಹೆಸನ್ ಸಹ ಈ ಕುರಿತು ಮಂಡಳಿಗೆ ದೂರು ನೀಡಿದ್ದರು ಎಂದು ಮೂಲಗಳು ತಿಳಿಸಿವೆ.: [925, 299, 1185, 510]
cell-number: 5: [785, 2029, 791, 2039]
crossword-cell[interactable]: [891, 1991, 927, 2026]
box-prize: [1098, 1375, 1277, 1590]
crossword-cell[interactable]: [818, 1954, 854, 1990]
registration-marks: [141, 2274, 207, 2289]
pointing-hand-icon: ☝: [61, 169, 83, 211]
box-prize-title: 17.58 ಕೋಟಿ ರೂ. ಬಹುಮಾನ ಮೊತ್ತ!: [1115, 1375, 1260, 1421]
story-naroditsky-headline: ಅಮೆರಿಕ ಚೆಸ್ ಗ್ರ್ಯಾಂಡ್ ಮಾಸ್ಟರ್ ಹಠಾತ್ ಸಾವು: [123, 1885, 672, 1927]
clue-item: 4.ಪ್ರೇಮ: [1077, 2186, 1108, 2198]
clue-item: 12.ಶಕ್ತಿ (4): [1237, 2268, 1283, 2280]
crossword-cell: [891, 2136, 927, 2172]
story-acc-kicker: ಮೊಹ್ಸಿನ್ ನಖ್ವಿಗೆ ಎಚ್ಚರಿಕೆ ನೀಡಿದ್ದ ಬಿಸಿಸಿಐ: [429, 146, 790, 176]
logo-launch-photo: WORLD CUP: [1098, 1211, 1456, 1367]
story-goa-headline: ಗೋವಾ ಚೆಸ್ ವಿಶ್ವಕಪ್ ಲೋಗೋ ಅನಾವರಣ: [861, 1155, 1390, 1196]
chessboard-icon: [305, 2114, 483, 2151]
crossword-cell[interactable]: [1037, 2173, 1072, 2208]
crossword-cell: [818, 2173, 854, 2208]
crossword-cell: [964, 2209, 999, 2245]
clue-item: 12.ರಾಜ (3): [1237, 1977, 1288, 1988]
clue-item: 16.ಒಂದು ಗ್ರಹ (3): [1237, 2006, 1310, 2018]
crossword-cell[interactable]: [782, 2136, 817, 2172]
cell-number: 8: [930, 2101, 936, 2112]
crossword-cell[interactable]: [782, 2173, 817, 2208]
story-rizwan-coach: [1196, 706, 1456, 877]
cell-number: 1: [785, 1956, 791, 1966]
registration-marks: [1330, 2274, 1395, 2289]
crossword-cell[interactable]: [964, 1954, 999, 1990]
clue-item: 8.ಗೌರವ (3): [1237, 2115, 1287, 2127]
clue-item: 1.ಅರಣ್ಯ, ಕಾಡು (3): [1237, 2055, 1311, 2067]
story-goa: [795, 1121, 1456, 1198]
story-kohli: [992, 1638, 1456, 1798]
crossword-cell[interactable]: [964, 2027, 999, 2063]
clue-item: 11.ದೇವಾಲಯ (3): [1237, 2421, 1311, 2433]
clue-item: 14.ದಾರಿ: [1077, 2094, 1110, 2106]
story-kohli-body: ಆಸ್ಟ್ರೇಲಿಯಾ ವಿರುದ್ಧದ ಮೊದಲ ಏಕದಿನ ಪಂದ್ಯದಲ್ಲಿ ಶೂನ್ಯಕ್ಕೆ ಔಟಾದ ವಿರಾಟ್ ಕೊಹ್ಲಿ ಅವರಿಗೆ ಅತಿಯಾದ ಆಲೋಚನೆ ಮತ್ತು ಸ್ವಯಂ-ಟೀಕೆಯನ್ನು ಬಿಟ್ಟು ಮುಕ್ತವಾಗಿ ಆಡುವಂತೆ ಮಾಜಿ ಆಟಗಾರರು ಸಲಹೆ ನೀಡಿದ್ದಾರೆ. ಏಳು ತಿಂಗಳ ಬಳಿಕ ಅಂತಾರಾಷ್ಟ್ರೀಯ ಕ್ರಿಕೆಟ್‌ಗೆ ಮರಳಿದ ಕೊಹ್ಲಿ ಮಿಚೆಲ್ ಸ್ಟಾರ್ಕ್ ಎಸೆತದಲ್ಲಿ ಕ್ಯಾಚ್ ನೀಡಿದ್ದರು. ಅವರು ತಮ್ಮ ಆಟದ ಬಗ್ಗೆ ಹೆಚ್ಚು ಯೋಚಿಸದೆ ಸಹಜ ಶೈಲಿಯಲ್ಲಿ ಬ್ಯಾಟಿಂಗ್ ಮಾಡಬೇಕು. ಎರಡನೇ ಪಂದ್ಯ ಗುರುವಾರ ಅಡಿಲೇಡ್‌ನಲ್ಲಿ ನಡೆಯಲಿದ್ದು, ಕೊಹ್ಲಿ ದೊಡ್ಡ ಇನ್ನಿಂಗ್ಸ್ ಆಡುವ ನಿರೀಕ್ಷೆ ಇದೆ. 14,000 ರನ್ ಪೂರೈಸಲು ಅವರಿಗೆ ಕೆಲವೇ ರನ್‌ಗಳ ಅಗತ್ಯವಿದೆ.: [992, 1677, 1457, 1781]
crossword-cell[interactable]: [854, 2209, 890, 2245]
brief-1-body: ಐಸಿಸಿ ಮಹಿಳಾ ಏಕದಿನ ವಿಶ್ವಕಪ್‌ನಲ್ಲಿ ಬುಧವಾರ ನಡೆದ ಪಂದ್ಯದಲ್ಲಿ ಬಾಂಗ್ಲಾದೇಶ ವಿರುದ್ಧ ಶ್ರೀಲಂಕಾ 7 ರನ್‌ಗಳ ರೋಚಕ ಗೆಲುವು ಸಾಧಿಸಿದ್ದು, ಸೆಮಿಫೈನಲ್ ಆಸೆಯನ್ನು ಜೀವಂತವಾಗಿರಿಸಿಕೊಂಡಿದೆ. ಮೊದಲು ಬ್ಯಾಟ್ ಮಾಡಿದ ಶ್ರೀಲಂಕಾ 48.4 ಓವರ್‌ಗಳಲ್ಲಿ 202 ರನ್‌ಗಳಿಗೆ ಆಲೌಟ್ ಆಯಿತು. ಹಸಿನಿ ಪೆರೇರಾ 85 ರನ್ ಗಳಿಸಿದರು. ಗುರಿ ಬೆನ್ನಟ್ಟಿದ ಬಾಂಗ್ಲಾದೇಶ 50 ಓವರ್‌ಗಳಲ್ಲಿ 9 ವಿಕೆಟ್ ನಷ್ಟಕ್ಕೆ 195 ರನ್ ಗಳಿಸಲಷ್ಟೇ ಶಕ್ತವಾಯಿತು. ನಾಯಕಿ ಚಾಮರಿ ಅಟ್ಟಪಟ್ಟು 4 ವಿಕೆಟ್ ಕಬಳಿಸಿದರು. ಈ ಸೋಲಿನೊಂದಿಗೆ ಬಾಂಗ್ಲಾದೇಶ ಟೂರ್ನಿಯಿಂದ ಹೊರಬಿದ್ದಿದೆ.: [45, 340, 291, 516]
prev-down-list: [1237, 2345, 1456, 2464]
kirusuddi-badge: [45, 153, 290, 227]
brief-3-body: ಐಸಿಸಿ ಮಹಿಳಾ ಏಕದಿನ ವಿಶ್ವಕಪ್‌ನಲ್ಲಿ ಗುರುವಾರ ಹರ್ಮನ್‌ಪ್ರೀತ್ ಕೌರ್ ನೇತೃತ್ವದ ಭಾರತ ತಂಡ ನ್ಯೂಜಿಲೆಂಡ್ ತಂಡವನ್ನು ಎದುರಿಸಲಿದೆ. ಉಭಯ ತಂಡಗಳಿಗೂ ಈ ಪಂದ್ಯ ಸೆಮಿಫೈನಲ್ ದೃಷ್ಟಿಯಿಂದ ಮಹತ್ವದ್ದಾಗಿದೆ. ಭಾರತ ಈವರೆಗೆ ಆಡಿದ 5 ಪಂದ್ಯಗಳಲ್ಲಿ 2 ಗೆಲುವು ಸಾಧಿಸಿದ್ದು, ಸತತ ಮೂರು ಸೋಲುಗಳಿಂದ ಒತ್ತಡದಲ್ಲಿದೆ. ನ್ಯೂಜಿಲೆಂಡ್ ಕೂಡ ಸೆಮಿಸ್ ಸ್ಥಾನಕ್ಕಾಗಿ ಹೋರಾಡುತ್ತಿದ್ದು, ಈ ಪಂದ್ಯ ಗೆದ್ದ ತಂಡ ಮುನ್ನಡೆ ಸಾಧಿಸಲಿದೆ. ನವಿ ಮುಂಬೈನ ಡಿ.ವೈ.ಪಾಟೀಲ್ ಕ್ರೀಡಾಂಗಣದಲ್ಲಿ ಪಂದ್ಯ ನಡೆಯಲಿದೆ.: [45, 1480, 292, 1638]
story-acc-sub-title: ನಖ್ವಿಯಿಂದ ಕಪ್ ಸ್ವೀಕರಿಸದ ಭಾರತ: [598, 633, 834, 658]
crossword-cell: [854, 1954, 890, 1990]
clue-item: 11.ಕಿರಣ, ಬೆಳಕು (3): [1237, 1962, 1317, 1974]
kohli-photo: [795, 1638, 981, 1802]
crossword-cell[interactable]: [891, 2063, 927, 2099]
solution-down-title: ಮೇಲಿನಿಂದ ಕೆಳಕ್ಕೆ:: [1077, 2142, 1139, 2153]
prev-crossword-badge: [1077, 1899, 1189, 1951]
trophy-icon: [717, 476, 754, 542]
brief-3-title: ಮಹಿಳಾ ವಿಶ್ವಕಪ್‌ನಲ್ಲಿ ನಾಳೆ ಭಾರತಕ್ಕೆ ಕಿವೀಸ್ ಸವಾಲು: [62, 1134, 273, 1192]
crossword-cell: [854, 2173, 890, 2208]
crossword-cell: [927, 2063, 963, 2099]
crossword-cell: [964, 2136, 999, 2172]
clue-item: 14.ಮನೆ (3): [1237, 2283, 1288, 2295]
box-players-title: ಯಾರೆಲ್ಲಾ ಇದ್ದಾರೆ?: [1289, 1375, 1412, 1398]
box-icc-body: ಎಸಿಸಿ ಅಧ್ಯಕ್ಷ ಮೊಹ್ಸಿನ್ ನಖ್ವಿ ಟ್ರೋಫಿ ಹಸ್ತಾಂತರ ವಿಚಾರದಲ್ಲಿ ಪಟ್ಟು ಸಡಿಲಿಸದೇ ಇದ್ದರೆ ಮುಂಬರುವ ಐಸಿಸಿ ಸಭೆಯಲ್ಲಿ ಈ ವಿಷಯವನ್ನು ಪ್ರಸ್ತಾಪಿಸಲಾಗುವುದು ಎಂದು ಬಿಸಿಸಿಐ ಮೂಲಗಳು ತಿಳಿಸಿವೆ. ನವೆಂಬರ್‌ನಲ್ಲಿ ದುಬೈನಲ್ಲಿ ಐಸಿಸಿ ಸಭೆ ನಡೆಯಲಿದೆ.: [321, 926, 578, 994]
down-title: ಮೇಲಿನಿಂದ ಕೆಳಕ್ಕೆ:: [1237, 2040, 1299, 2052]
prev-crossword-label: ಉತ್ತರ: [1118, 1928, 1149, 1946]
story-naroditsky-body-block: [30, 1943, 282, 2263]
clue-item: 1.ವನ: [1077, 2156, 1100, 2168]
acc-meeting-photo: [598, 349, 906, 626]
